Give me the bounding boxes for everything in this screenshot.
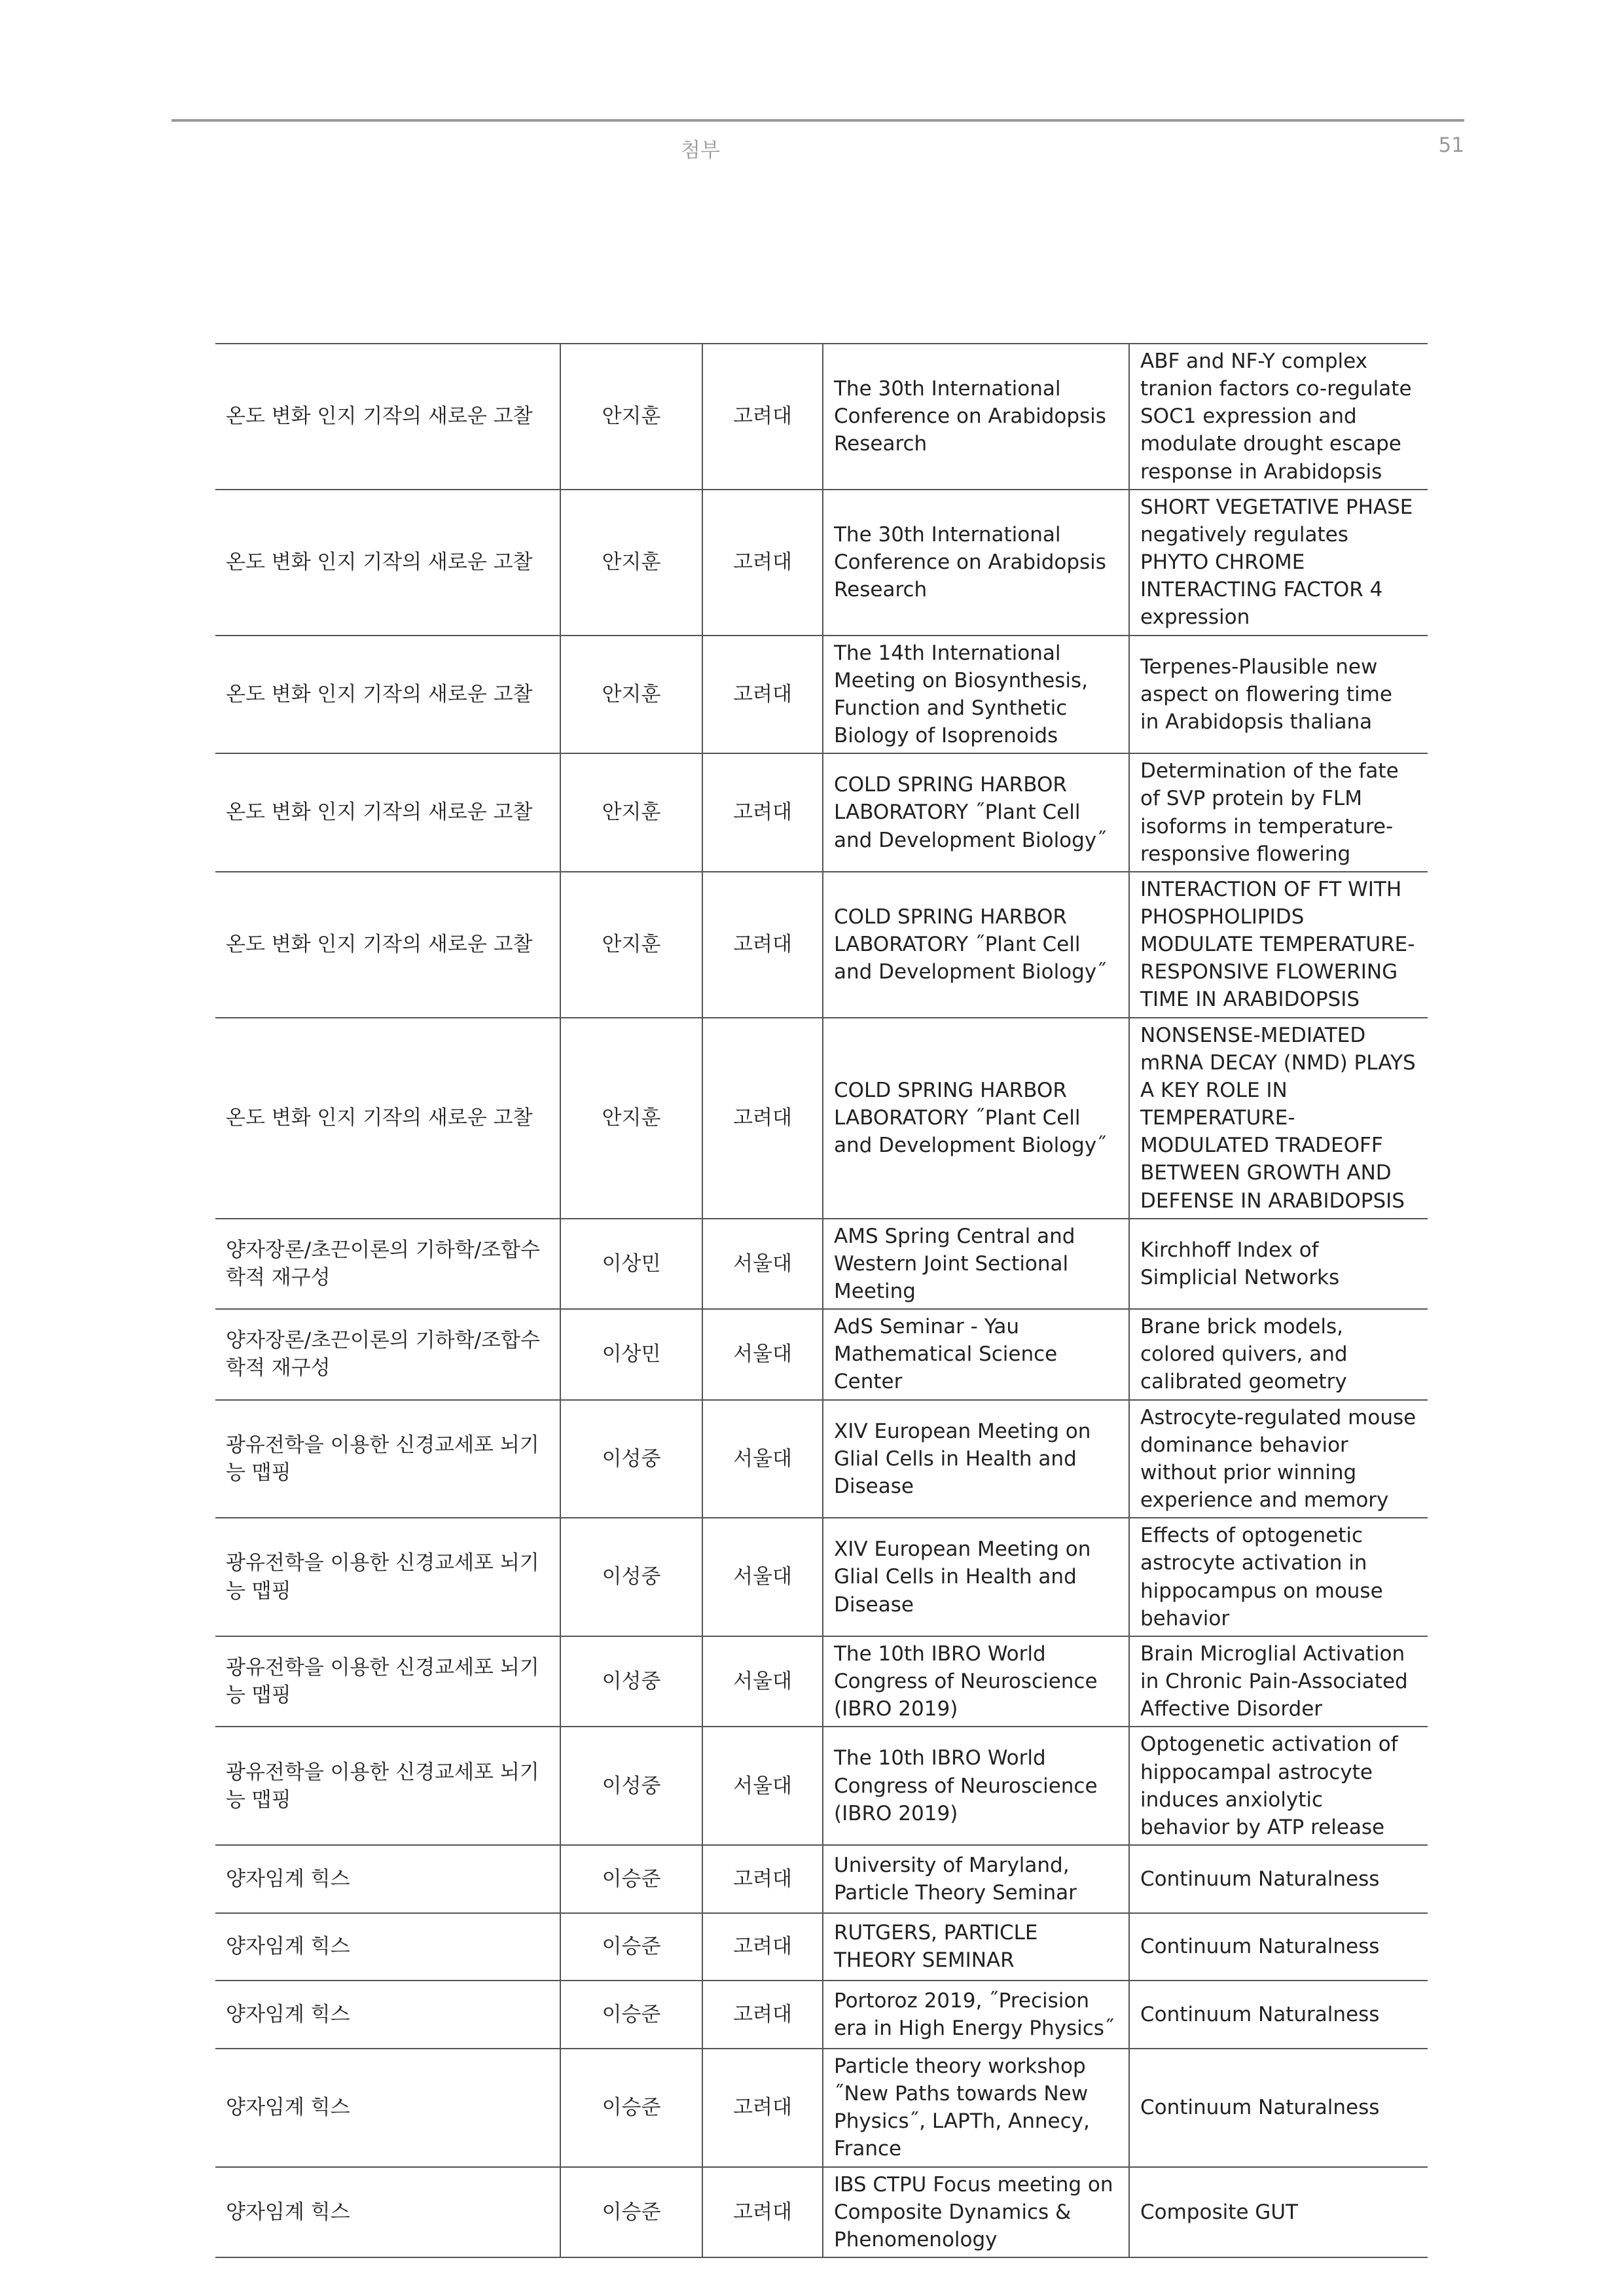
university-cell: 고려대	[702, 490, 823, 636]
table-row	[215, 636, 1428, 754]
conference-cell: Portoroz 2019, ˝Precision era in High Energy Physics˝	[823, 1981, 1129, 2049]
conference-cell: RUTGERS, PARTICLE THEORY SEMINAR	[823, 1913, 1129, 1981]
presentation-title-cell: Brane brick models, colored quivers, and calibrated geometry	[1129, 1309, 1428, 1399]
presentation-title-cell: SHORT VEGETATIVE PHASE negatively regulates PHYTO CHROME INTERACTING FACTOR 4 expression	[1129, 490, 1428, 636]
university-cell: 서울대	[702, 1309, 823, 1399]
conference-cell: COLD SPRING HARBOR LABORATORY ˝Plant Cell and Development Biology˝	[823, 1018, 1129, 1219]
university-cell: 서울대	[702, 1727, 823, 1845]
university-cell: 고려대	[702, 636, 823, 754]
topic-cell: 온도 변화 인지 기작의 새로운 고찰	[215, 872, 560, 1018]
presentation-title-cell: Terpenes-Plausible new aspect on flowering time in Arabidopsis thaliana	[1129, 636, 1428, 754]
presentation-title-cell: Continuum Naturalness	[1129, 2049, 1428, 2167]
topic-cell: 온도 변화 인지 기작의 새로운 고찰	[215, 636, 560, 754]
university-cell: 고려대	[702, 2167, 823, 2257]
conference-cell: AdS Seminar - Yau Mathematical Science Center	[823, 1309, 1129, 1399]
university-cell: 고려대	[702, 1981, 823, 2049]
university-cell: 고려대	[702, 753, 823, 872]
researcher-cell: 이성중	[560, 1400, 702, 1518]
conference-cell: XIV European Meeting on Glial Cells in Health and Disease	[823, 1400, 1129, 1518]
topic-cell: 온도 변화 인지 기작의 새로운 고찰	[215, 490, 560, 636]
topic-cell: 양자장론/초끈이론의 기하학/조합수학적 재구성	[215, 1219, 560, 1309]
topic-cell: 양자임계 힉스	[215, 1845, 560, 1913]
table-row	[215, 2167, 1428, 2257]
conference-cell: University of Maryland, Particle Theory Seminar	[823, 1845, 1129, 1913]
presentation-title-cell: Composite GUT	[1129, 2167, 1428, 2257]
researcher-cell: 안지훈	[560, 344, 702, 490]
conference-cell: COLD SPRING HARBOR LABORATORY ˝Plant Cell and Development Biology˝	[823, 753, 1129, 872]
researcher-cell: 안지훈	[560, 490, 702, 636]
topic-cell: 광유전학을 이용한 신경교세포 뇌기능 맵핑	[215, 1727, 560, 1845]
conference-cell: The 14th International Meeting on Biosynthesis, Function and Synthetic Biology of Isoprenoids	[823, 636, 1129, 754]
presentation-title-cell: Kirchhoff Index of Simplicial Networks	[1129, 1219, 1428, 1309]
table-row	[215, 1309, 1428, 1399]
university-cell: 고려대	[702, 2049, 823, 2167]
presentation-title-cell: NONSENSE-MEDIATED mRNA DECAY (NMD) PLAYS A KEY ROLE IN TEMPERATURE-MODULATED TRADEOFF BETWEEN GROWTH AND DEFENSE IN ARABIDOPSIS	[1129, 1018, 1428, 1219]
researcher-cell: 이성중	[560, 1636, 702, 1727]
header-rule	[171, 119, 1464, 122]
university-cell: 고려대	[702, 1913, 823, 1981]
researcher-cell: 이상민	[560, 1309, 702, 1399]
conference-cell: The 30th International Conference on Arabidopsis Research	[823, 344, 1129, 490]
university-cell: 서울대	[702, 1400, 823, 1518]
conference-cell: The 30th International Conference on Arabidopsis Research	[823, 490, 1129, 636]
table-row	[215, 1018, 1428, 1219]
table-row	[215, 1400, 1428, 1518]
researcher-cell: 이상민	[560, 1219, 702, 1309]
university-cell: 고려대	[702, 1018, 823, 1219]
presentation-title-cell: Continuum Naturalness	[1129, 1913, 1428, 1981]
table-row	[215, 1845, 1428, 1913]
table-row	[215, 1727, 1428, 1845]
topic-cell: 광유전학을 이용한 신경교세포 뇌기능 맵핑	[215, 1518, 560, 1636]
conference-cell: Particle theory workshop ˝New Paths towards New Physics˝, LAPTh, Annecy, France	[823, 2049, 1129, 2167]
presentation-title-cell: Brain Microglial Activation in Chronic Pain-Associated Affective Disorder	[1129, 1636, 1428, 1727]
conference-cell: IBS CTPU Focus meeting on Composite Dynamics & Phenomenology	[823, 2167, 1129, 2257]
header-section-title: 첨부	[681, 139, 720, 162]
conference-cell: The 10th IBRO World Congress of Neuroscience (IBRO 2019)	[823, 1636, 1129, 1727]
university-cell: 서울대	[702, 1219, 823, 1309]
table-row	[215, 344, 1428, 490]
researcher-cell: 이성중	[560, 1518, 702, 1636]
table-row	[215, 2049, 1428, 2167]
presentation-title-cell: Determination of the fate of SVP protein by FLM isoforms in temperature-responsive flowering	[1129, 753, 1428, 872]
topic-cell: 양자임계 힉스	[215, 1981, 560, 2049]
researcher-cell: 안지훈	[560, 1018, 702, 1219]
presentation-table-body	[215, 344, 1428, 2257]
presentation-title-cell: INTERACTION OF FT WITH PHOSPHOLIPIDS MODULATE TEMPERATURE-RESPONSIVE FLOWERING TIME IN ARABIDOPSIS	[1129, 872, 1428, 1018]
researcher-cell: 이승준	[560, 2167, 702, 2257]
table-row	[215, 1219, 1428, 1309]
researcher-cell: 이성중	[560, 1727, 702, 1845]
table-row	[215, 1636, 1428, 1727]
table-row	[215, 753, 1428, 872]
presentation-title-cell: ABF and NF-Y complex tranion factors co-regulate SOC1 expression and modulate drought escape response in Arabidopsis	[1129, 344, 1428, 490]
conference-cell: AMS Spring Central and Western Joint Sectional Meeting	[823, 1219, 1129, 1309]
topic-cell: 양자장론/초끈이론의 기하학/조합수학적 재구성	[215, 1309, 560, 1399]
topic-cell: 양자임계 힉스	[215, 2167, 560, 2257]
presentation-title-cell: Effects of optogenetic astrocyte activation in hippocampus on mouse behavior	[1129, 1518, 1428, 1636]
table-row	[215, 1981, 1428, 2049]
conference-cell: The 10th IBRO World Congress of Neuroscience (IBRO 2019)	[823, 1727, 1129, 1845]
researcher-cell: 이승준	[560, 1981, 702, 2049]
researcher-cell: 이승준	[560, 2049, 702, 2167]
presentation-title-cell: Continuum Naturalness	[1129, 1981, 1428, 2049]
topic-cell: 온도 변화 인지 기작의 새로운 고찰	[215, 753, 560, 872]
table-row	[215, 1518, 1428, 1636]
topic-cell: 양자임계 힉스	[215, 2049, 560, 2167]
researcher-cell: 안지훈	[560, 753, 702, 872]
researcher-cell: 안지훈	[560, 636, 702, 754]
topic-cell: 온도 변화 인지 기작의 새로운 고찰	[215, 1018, 560, 1219]
university-cell: 고려대	[702, 344, 823, 490]
presentation-title-cell: Astrocyte-regulated mouse dominance behavior without prior winning experience and memory	[1129, 1400, 1428, 1518]
topic-cell: 온도 변화 인지 기작의 새로운 고찰	[215, 344, 560, 490]
table-row	[215, 872, 1428, 1018]
topic-cell: 양자임계 힉스	[215, 1913, 560, 1981]
page-number: 51	[1438, 134, 1464, 157]
university-cell: 서울대	[702, 1636, 823, 1727]
table-row	[215, 490, 1428, 636]
university-cell: 고려대	[702, 1845, 823, 1913]
presentation-title-cell: Continuum Naturalness	[1129, 1845, 1428, 1913]
presentation-table	[215, 343, 1428, 2258]
presentation-title-cell: Optogenetic activation of hippocampal astrocyte induces anxiolytic behavior by ATP release	[1129, 1727, 1428, 1845]
researcher-cell: 안지훈	[560, 872, 702, 1018]
conference-cell: XIV European Meeting on Glial Cells in Health and Disease	[823, 1518, 1129, 1636]
topic-cell: 광유전학을 이용한 신경교세포 뇌기능 맵핑	[215, 1400, 560, 1518]
university-cell: 서울대	[702, 1518, 823, 1636]
conference-cell: COLD SPRING HARBOR LABORATORY ˝Plant Cell and Development Biology˝	[823, 872, 1129, 1018]
researcher-cell: 이승준	[560, 1913, 702, 1981]
researcher-cell: 이승준	[560, 1845, 702, 1913]
table-row	[215, 1913, 1428, 1981]
university-cell: 고려대	[702, 872, 823, 1018]
topic-cell: 광유전학을 이용한 신경교세포 뇌기능 맵핑	[215, 1636, 560, 1727]
